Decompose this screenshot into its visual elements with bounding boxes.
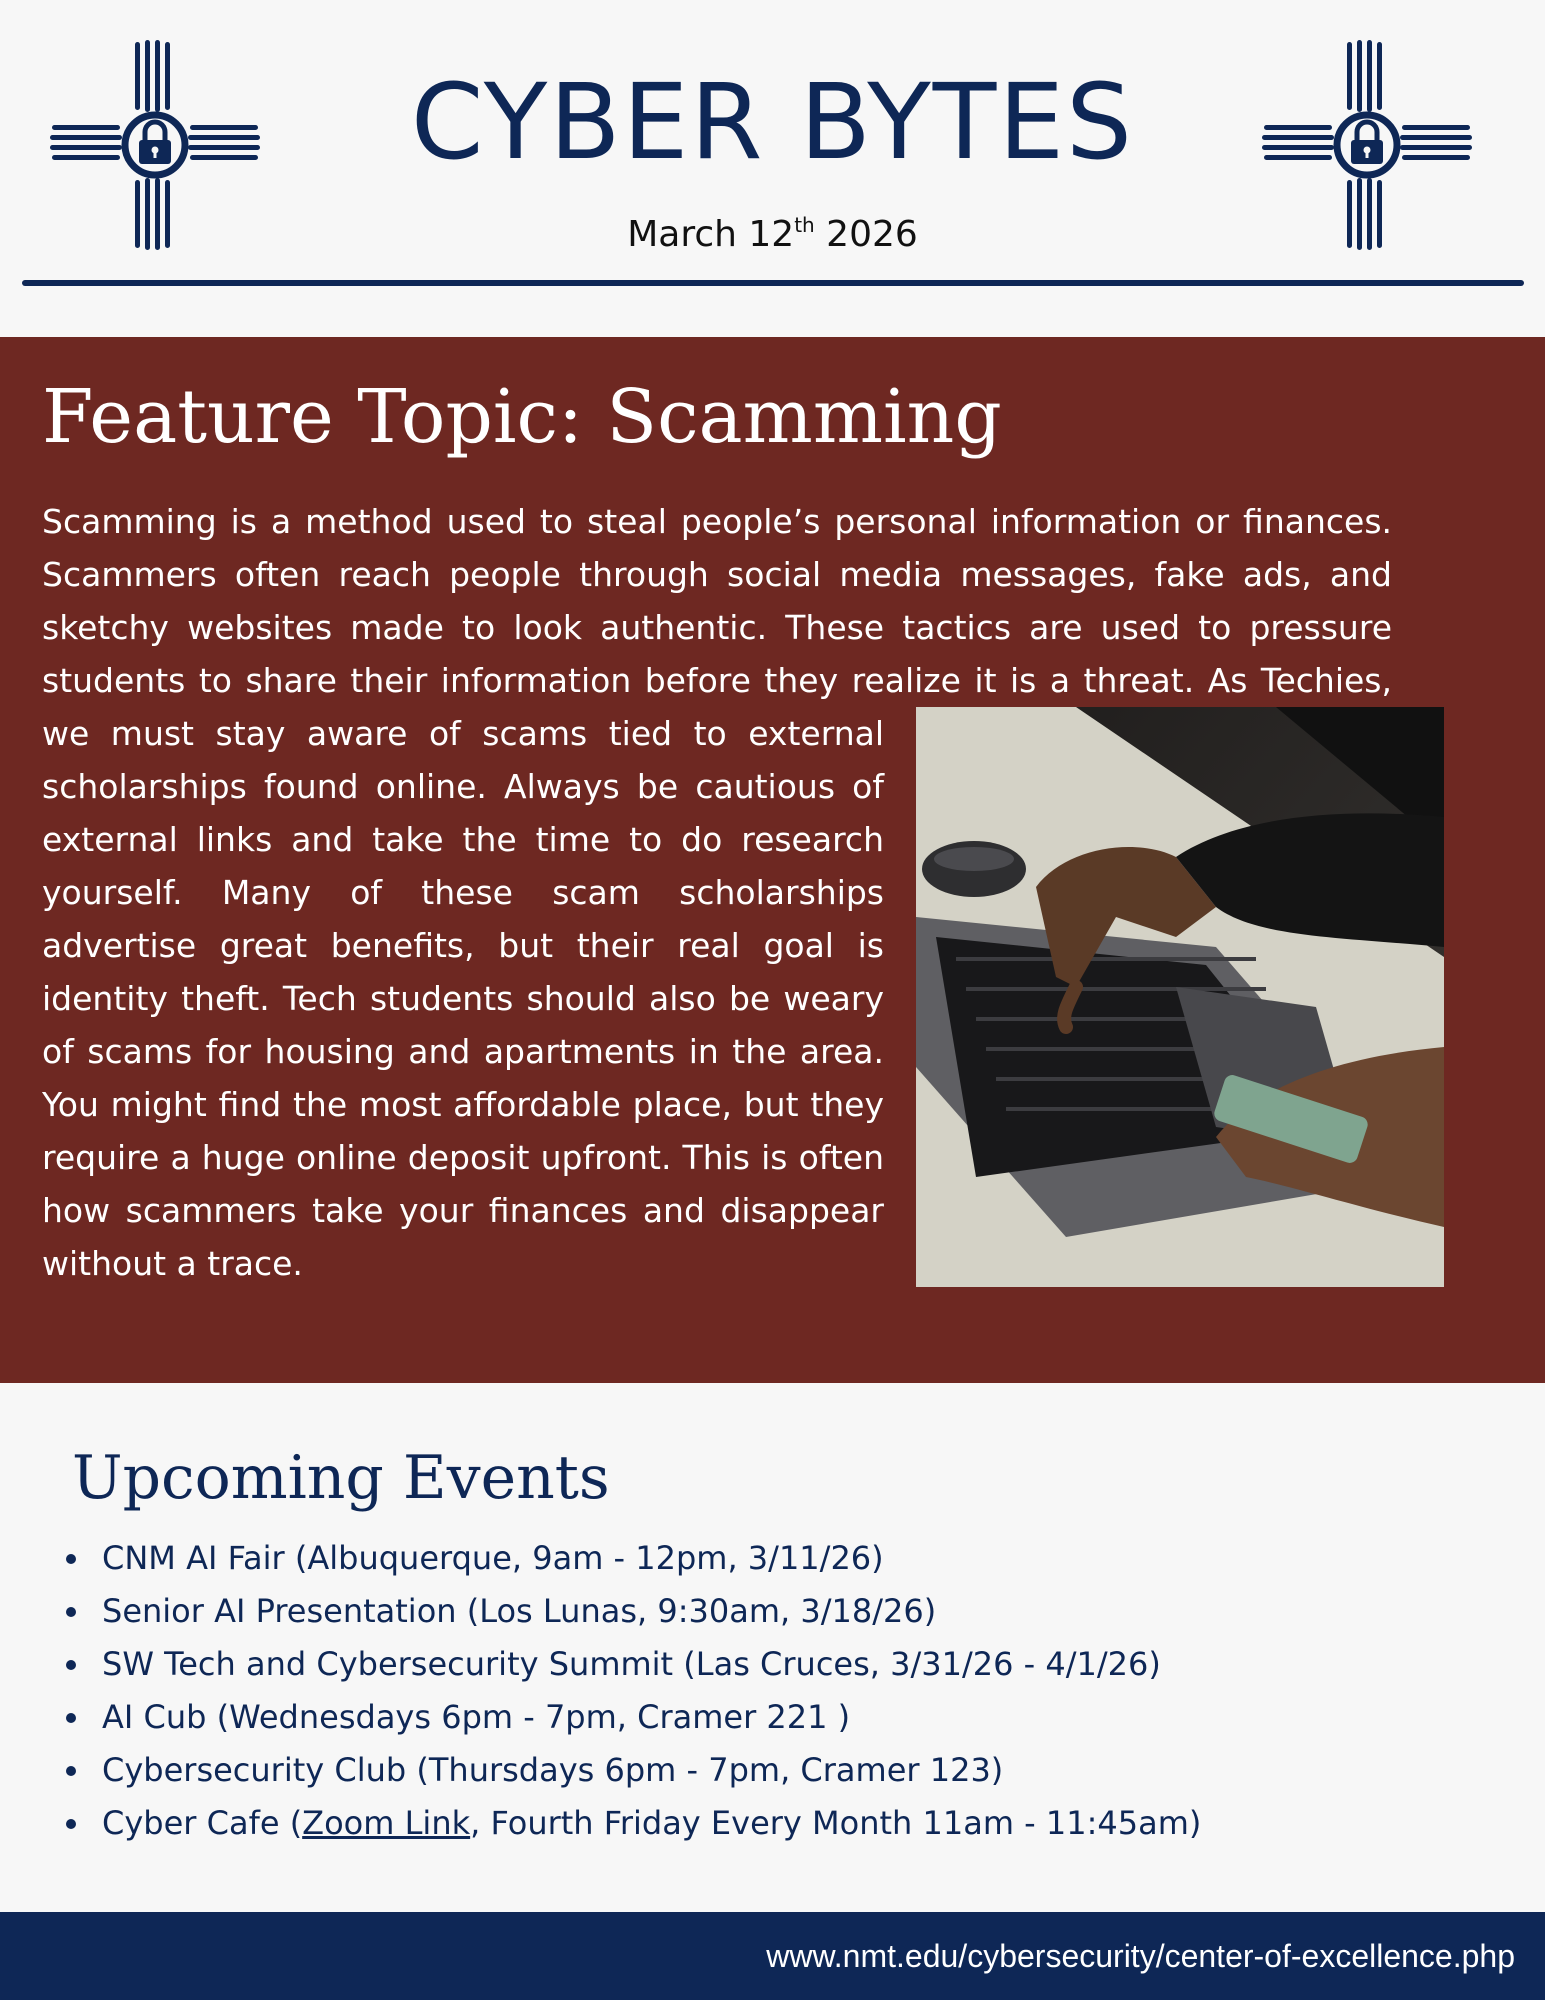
footer-url: www.nmt.edu/cybersecurity/center-of-excellence.php	[766, 1938, 1515, 1974]
event-item: Cybersecurity Club (Thursdays 6pm - 7pm, Cramer 123)	[60, 1744, 1500, 1797]
event-item	[60, 1797, 1500, 1850]
date-year: 2026	[814, 214, 918, 255]
zoom-link[interactable]: Zoom Link	[302, 1804, 471, 1842]
events-list	[60, 1532, 1500, 1850]
zia-lock-icon	[1262, 40, 1472, 250]
feature-paragraph: Scamming is a method used to steal people’s personal information or finances. Scammers often reach people through social media messages, fake ads, and sketchy websites made to look authentic. These tactics are used to pressure students to share their information before they realize it is a threat. As Techies, we must stay aware of scams tied to external scholarships found online. Always be cautious of external links and take the time to do research yourself. Many of these scam scholarships advertise great benefits, but their real goal is identity theft. Tech students should also be weary of scams for housing and apartments in the area. You might find the most affordable place, but they require a huge online deposit upfront. This is often how scammers take your finances and disappear without a trace.	[42, 502, 1392, 1283]
events-heading: Upcoming Events	[72, 1443, 610, 1513]
event-item-prefix: Cyber Cafe (	[102, 1804, 303, 1842]
feature-section	[0, 337, 1545, 1383]
newsletter-header	[0, 0, 1545, 300]
event-item: CNM AI Fair (Albuquerque, 9am - 12pm, 3/11/26)	[60, 1532, 1500, 1585]
event-item: SW Tech and Cybersecurity Summit (Las Cruces, 3/31/26 - 4/1/26)	[60, 1638, 1500, 1691]
feature-body	[42, 495, 1392, 1290]
date-month-day: March 12	[627, 214, 795, 255]
event-item: AI Cub (Wednesdays 6pm - 7pm, Cramer 221 )	[60, 1691, 1500, 1744]
event-item-suffix: , Fourth Friday Every Month 11am - 11:45am)	[470, 1804, 1202, 1842]
laptop-typing-photo	[916, 707, 1444, 1287]
date-ordinal: th	[794, 213, 815, 237]
event-item: Senior AI Presentation (Los Lunas, 9:30am, 3/18/26)	[60, 1585, 1500, 1638]
newsletter-title: CYBER BYTES	[410, 61, 1135, 183]
footer-bar	[0, 1912, 1545, 2000]
newsletter-date	[300, 214, 1245, 255]
header-divider	[22, 280, 1524, 286]
feature-title: Feature Topic: Scamming	[42, 374, 1002, 460]
zia-lock-icon	[50, 40, 260, 250]
